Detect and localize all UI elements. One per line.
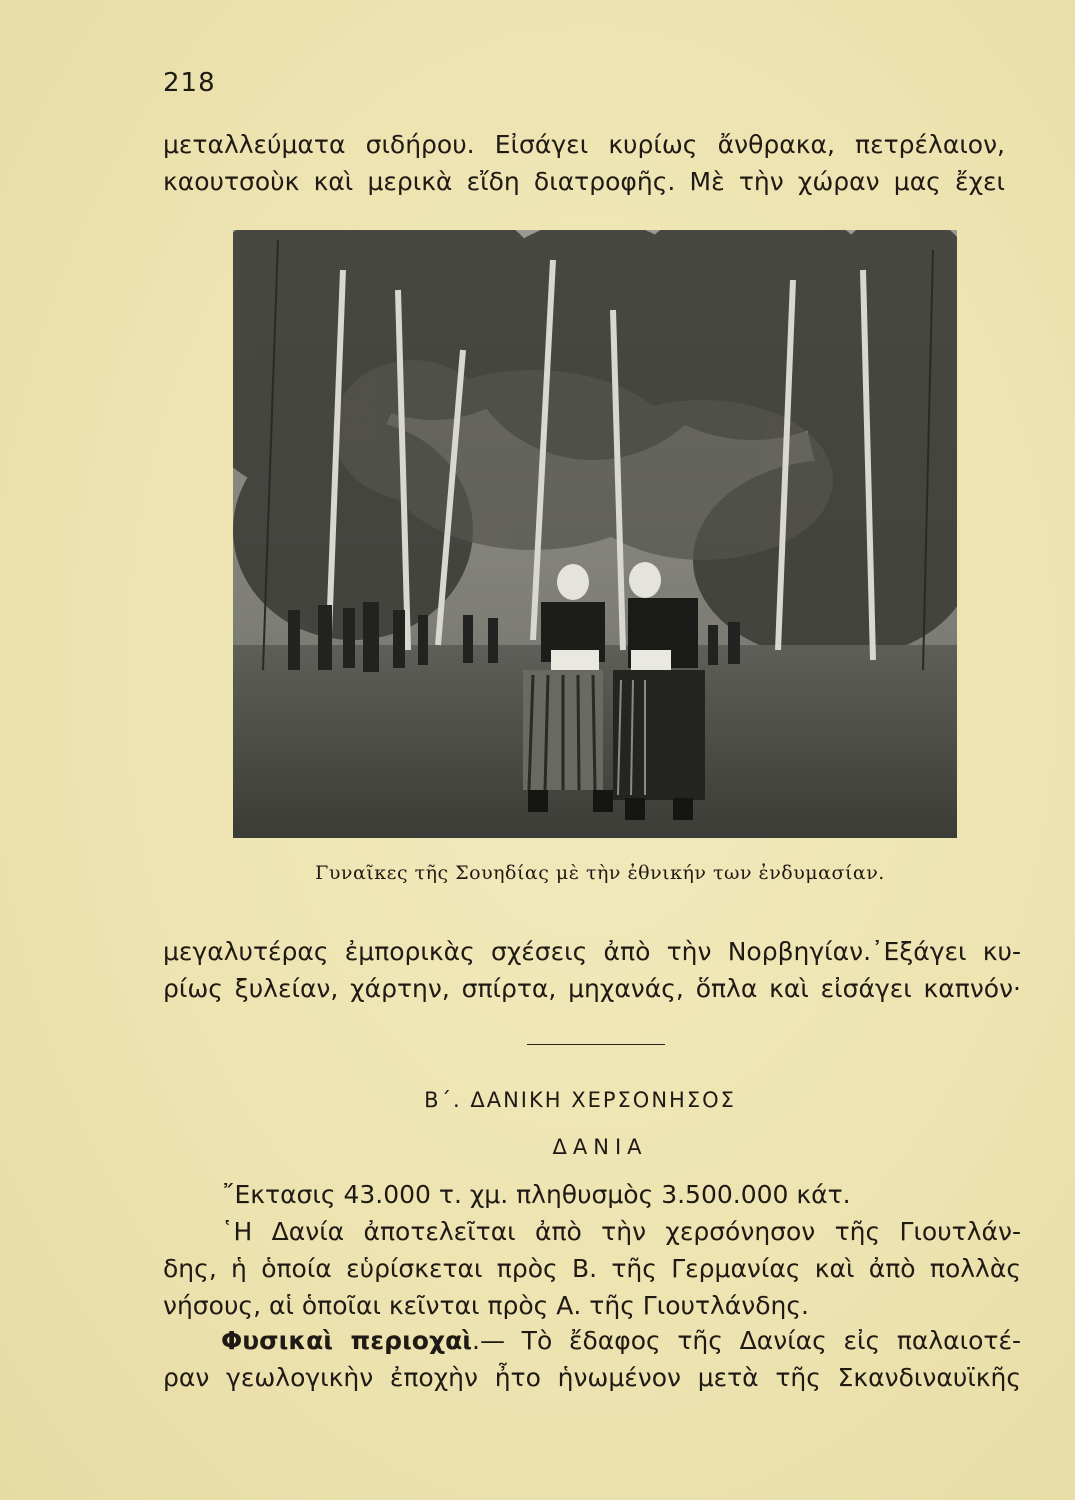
subheading-physical-regions: Φυσικαὶ περιοχαὶ (221, 1326, 473, 1355)
text-line (163, 1322, 1021, 1359)
country-heading: ΔΑΝΙΑ (552, 1135, 648, 1159)
paragraph-denmark (163, 1213, 1021, 1324)
text-line: ραν γεωλογικὴν ἐποχὴν ἦτο ἡνωμένον μετὰ τῆς Σκανδιναυϊκῆς (163, 1363, 1021, 1392)
photograph-swedish-women (233, 230, 957, 838)
page-number: 218 (163, 68, 216, 98)
text-line: ῾Η Δανία ἀποτελεῖται ἀπὸ τὴν χερσόνησον τῆς Γιουτλάν- (221, 1217, 1021, 1246)
text-line: μεγαλυτέρας ἐμπορικὰς σχέσεις ἀπὸ τὴν Νορβηγίαν.᾿Εξάγει κυ- (163, 937, 1021, 966)
paragraph-physical-regions (163, 1322, 1021, 1396)
text-line: μεταλλεύματα σιδήρου. Εἰσάγει κυρίως ἄνθρακα, πετρέλαιον, (163, 130, 1005, 159)
paragraph-after-photo (163, 933, 1021, 1007)
section-divider (527, 1044, 665, 1045)
country-stats: ῎Εκτασις 43.000 τ. χμ. πληθυσμὸς 3.500.000 κάτ. (222, 1180, 851, 1209)
text-line: δης, ἡ ὁποία εὑρίσκεται πρὸς Β. τῆς Γερμανίας καὶ ἀπὸ πολλὰς (163, 1254, 1021, 1283)
text-line: νήσους, αἱ ὁποῖαι κεῖνται πρὸς Α. τῆς Γιουτλάνδης. (163, 1291, 810, 1320)
section-heading: Β΄. ΔΑΝΙΚΗ ΧΕΡΣΟΝΗΣΟΣ (424, 1088, 736, 1112)
text-line: καουτσοὺκ καὶ μερικὰ εἴδη διατροφῆς. Μὲ τὴν χώραν μας ἔχει (163, 167, 1005, 196)
text-run: .— Τὸ ἔδαφος τῆς Δανίας εἰς παλαιοτέ- (472, 1326, 1021, 1355)
photo-caption: Γυναῖκες τῆς Σουηδίας μὲ τὴν ἐθνικήν των ἐνδυμασίαν. (315, 862, 885, 884)
text-line: ρίως ξυλείαν, χάρτην, σπίρτα, μηχανάς, ὅπλα καὶ εἰσάγει καπνόν· (163, 974, 1021, 1003)
paragraph-top (163, 126, 1005, 200)
